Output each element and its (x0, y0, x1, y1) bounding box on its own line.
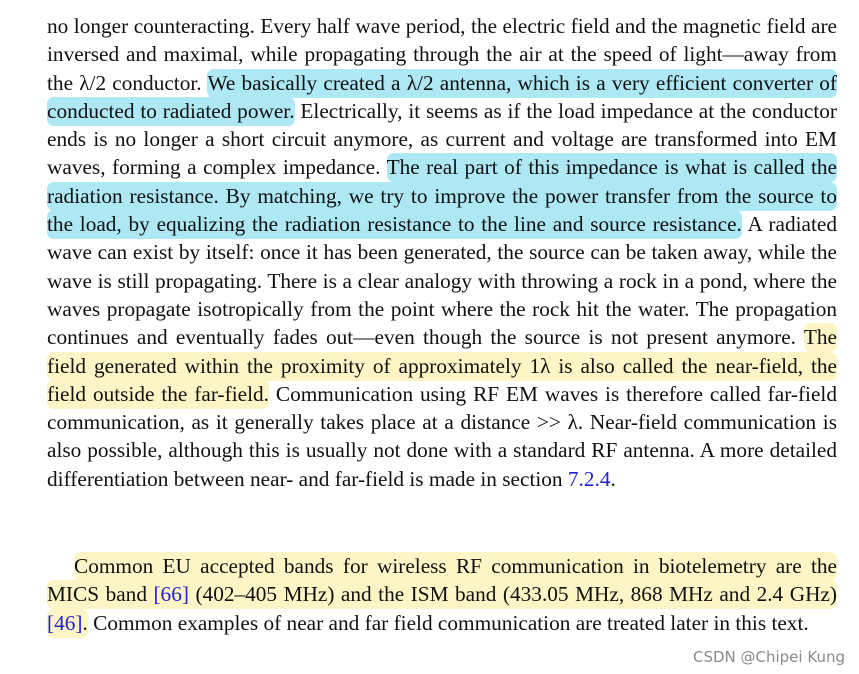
text-run: Common EU accepted bands for wireless RF communication in biotelemetry are the MICS band (47, 554, 837, 607)
text-run: (402–405 MHz) and the ISM band (433.05 MHz, 868 MHz and 2.4 GHz) (195, 582, 838, 607)
highlight-cyan: We basically created a λ/2 antenna, which is a very efficient converter of conducted to radiated power. (47, 69, 837, 126)
citation-link[interactable]: [46] (47, 610, 83, 635)
text-run: no longer counteracting. Every half wave period, the electric field and the magnetic field are inversed and maximal, while propagating through the air at the speed of light—away from the λ/2 conductor. (47, 14, 837, 95)
highlight-cyan: The real part of this impedance is what is called the radiation resistance. By matching, we try to improve the power transfer from the source to the load, by equalizing the radiation resistance to the line and source resistance. (47, 153, 837, 239)
highlight-yellow: The field generated within the proximity of approximately 1λ is also called the near-field, the field outside the far-field. (47, 323, 837, 409)
body-paragraph-1 (47, 12, 837, 493)
citation-link[interactable]: [66] (153, 582, 189, 607)
text-run: Communication using RF EM waves is therefore called far-field communication, as it generally takes place at a distance >> λ. Near-field communication is also possible, although this is usually not done with a standard RF antenna. A more detailed differentiation between near- and far-field is made in section (47, 381, 837, 491)
body-paragraph-2 (47, 552, 837, 637)
text-run: A radiated wave can exist by itself: once it has been generated, the source can be taken away, while the wave is still propagating. There is a clear analogy with throwing a rock in a pond, where the waves propagate isotropically from the point where the rock hit the water. The propagation continues and eventually fades out—even though the source is not present anymore. (47, 212, 837, 350)
text-run: Electrically, it seems as if the load impedance at the conductor ends is no longer a short circuit anymore, as current and voltage are transformed into EM waves, forming a complex impedance. (47, 98, 837, 180)
text-run: Common examples of near and far field communication are treated later in this text. (93, 610, 809, 635)
text-run: . (610, 466, 616, 491)
watermark: CSDN @Chipei Kung (693, 648, 845, 666)
section-reference-link[interactable]: 7.2.4 (567, 466, 611, 491)
text-run: . (82, 610, 88, 635)
